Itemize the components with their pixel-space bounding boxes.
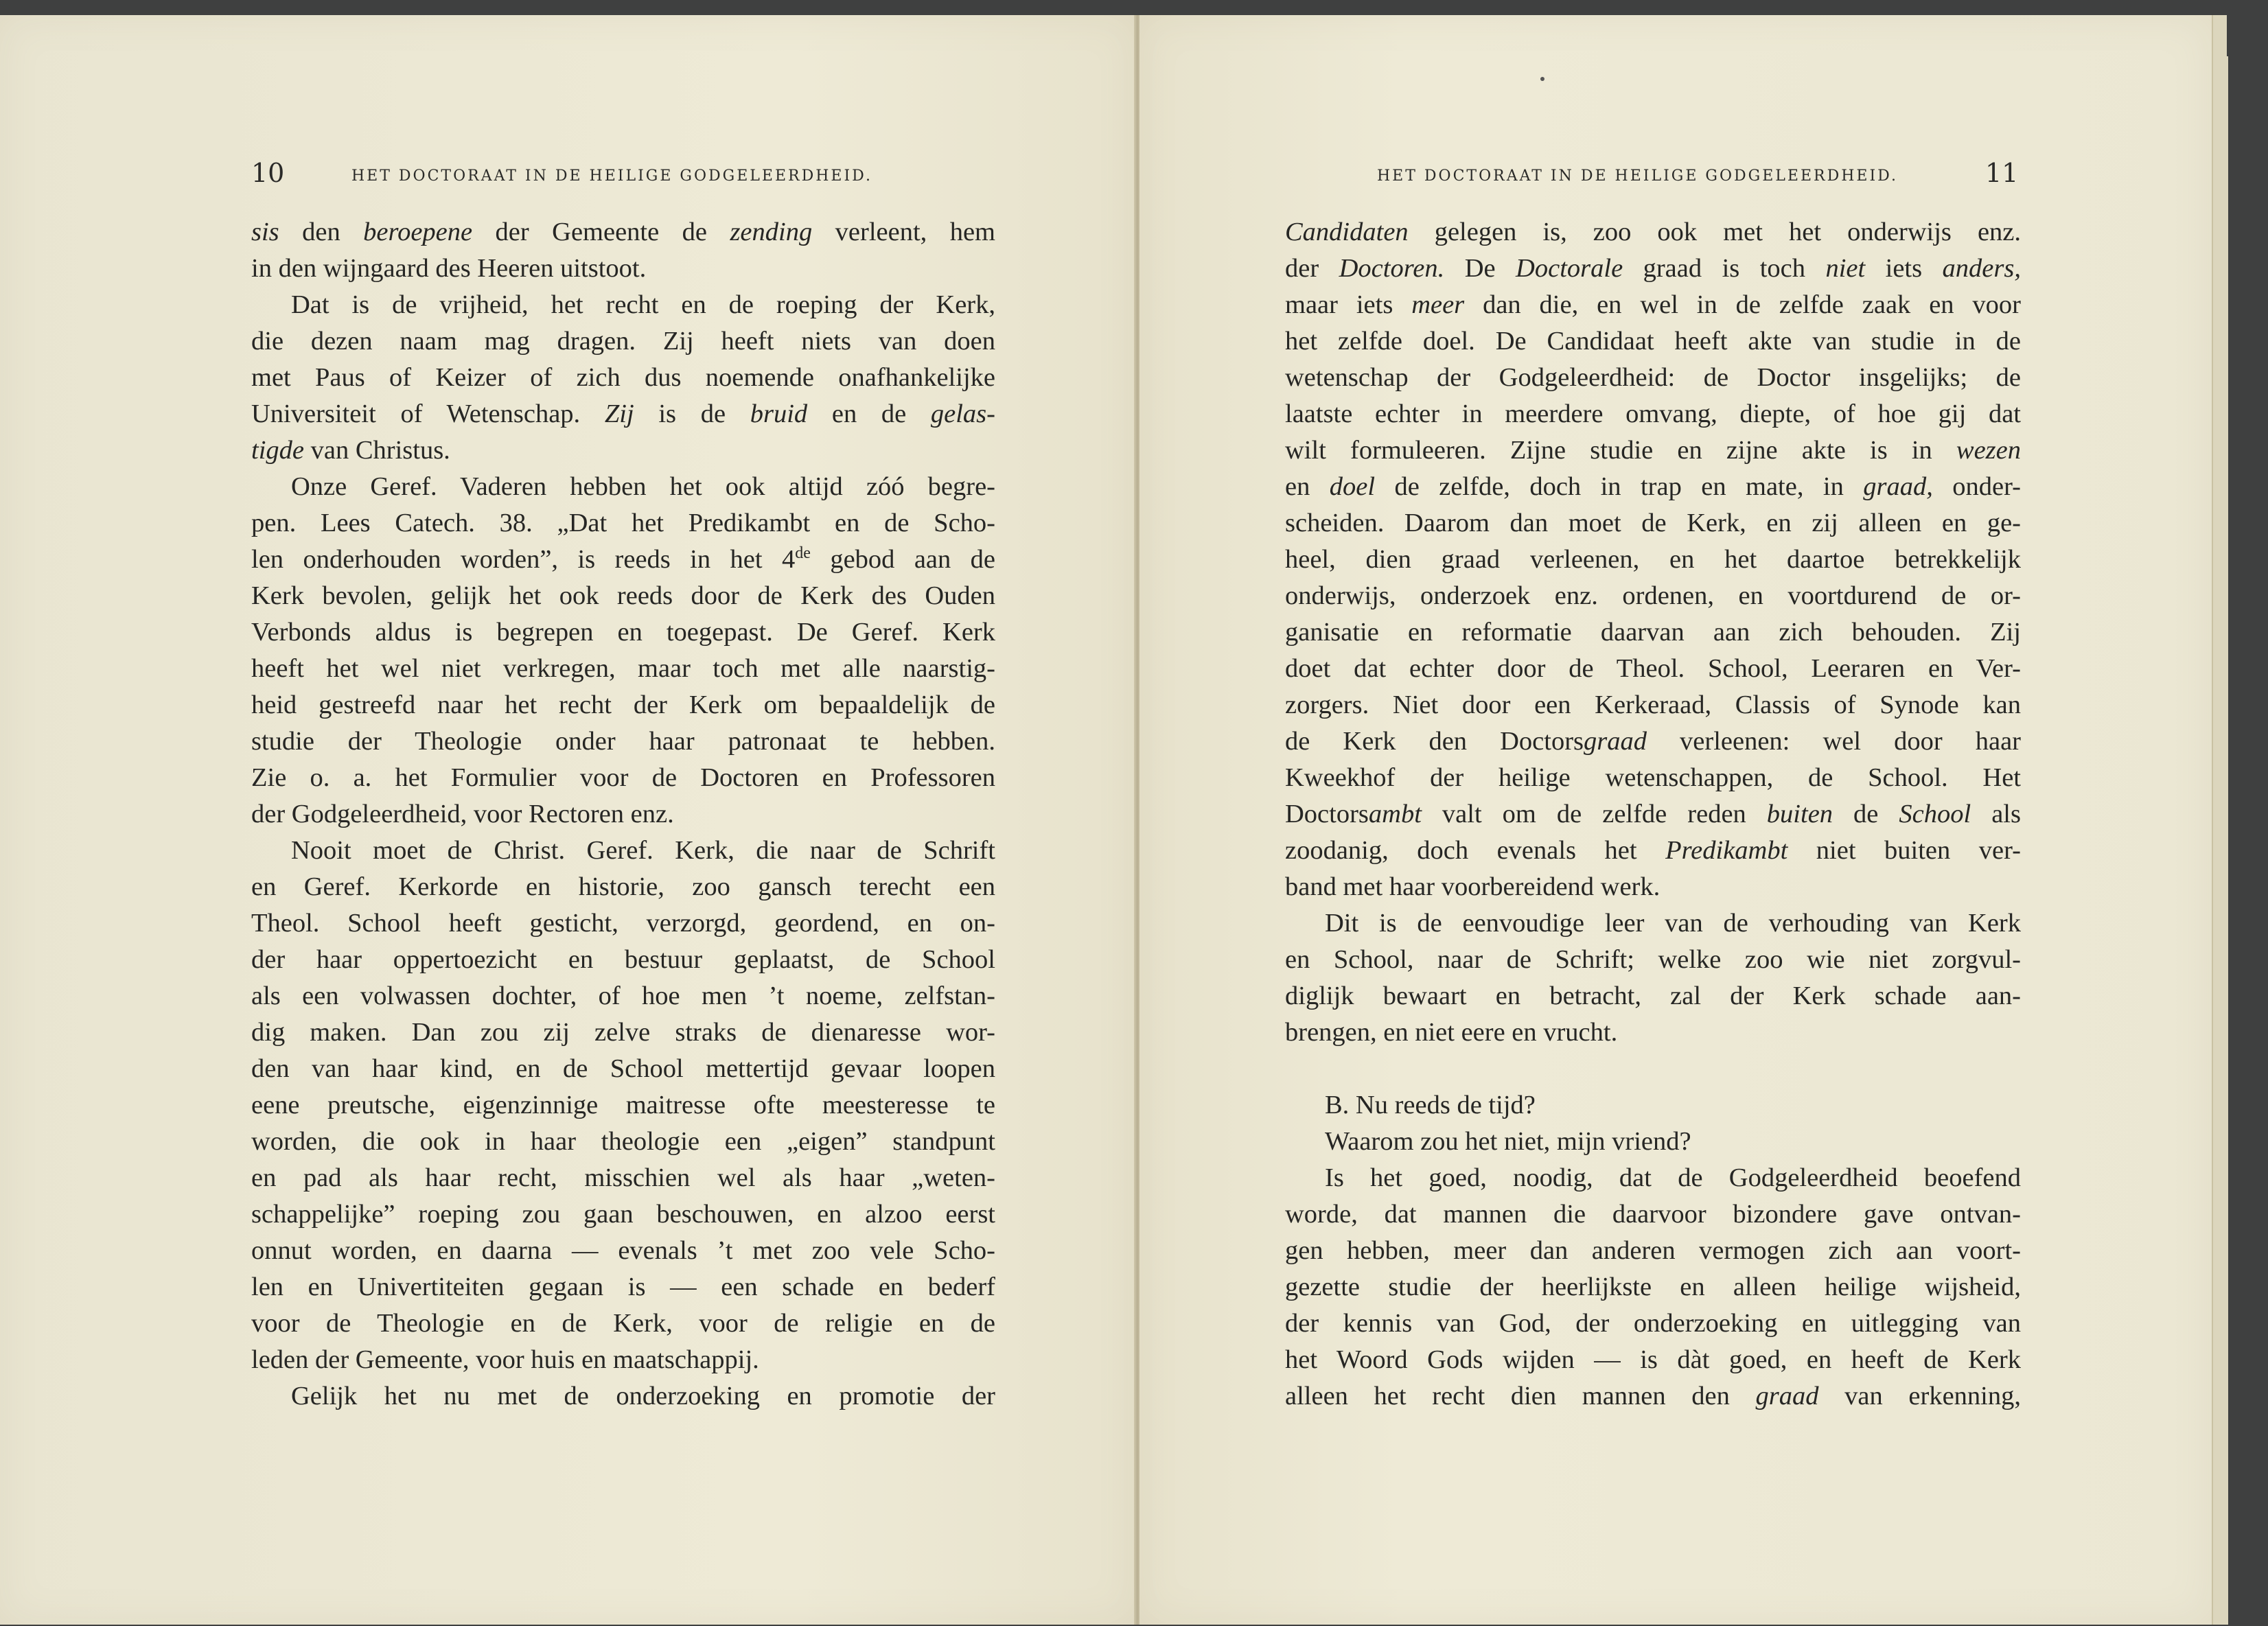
text-line xyxy=(1285,251,2021,287)
italic-text: Doctorale xyxy=(1516,254,1623,283)
text-line xyxy=(1285,287,2021,323)
text-line xyxy=(251,651,995,687)
text-segment: Zie o. a. het Formulier voor de Doctoren en Professoren xyxy=(251,763,995,792)
text-segment: len en Univertiteiten gegaan is — een schade en bederf xyxy=(251,1273,995,1301)
text-segment: onnut worden, en daarna — evenals ’t met zoo vele Scho- xyxy=(251,1236,995,1265)
text-segment: Waarom zou het niet, mijn vriend? xyxy=(1325,1127,1691,1156)
text-line xyxy=(251,251,995,287)
text-line xyxy=(1285,1087,2021,1124)
text-segment: de xyxy=(795,544,811,563)
text-segment: Kweekhof der heilige wetenschappen, de School. Het xyxy=(1285,763,2021,792)
italic-text: ambt xyxy=(1368,800,1422,828)
italic-text: buiten xyxy=(1766,800,1833,828)
text-segment: Onze Geref. Vaderen hebben het ook altijd zóó begre- xyxy=(291,472,995,501)
text-line xyxy=(251,1196,995,1233)
text-line xyxy=(251,1378,995,1415)
text-segment: Verbonds aldus is begrepen en toegepast. De Geref. Kerk xyxy=(251,618,995,647)
text-line xyxy=(1285,469,2021,505)
italic-text: wezen xyxy=(1956,436,2021,465)
text-segment: B. Nu reeds de tijd? xyxy=(1325,1091,1536,1119)
text-line xyxy=(1285,1124,2021,1160)
text-segment: pen. Lees Catech. 38. „Dat het Predikambt en de Scho- xyxy=(251,509,995,537)
italic-text: beroepene xyxy=(363,218,473,246)
text-segment: der xyxy=(1285,254,1339,283)
text-line xyxy=(1285,833,2021,869)
text-line xyxy=(251,432,995,469)
text-segment: den van haar kind, en de School mettertijd gevaar loopen xyxy=(251,1054,995,1083)
text-line xyxy=(251,323,995,360)
text-line xyxy=(251,978,995,1014)
text-segment: iets xyxy=(1865,254,1943,283)
text-segment: alleen het recht dien mannen den xyxy=(1285,1382,1756,1410)
text-segment: der haar oppertoezicht en bestuur geplaatst, de School xyxy=(251,945,995,974)
page-number: 11 xyxy=(1985,158,2019,188)
text-line xyxy=(251,1233,995,1269)
text-segment: der kennis van God, der onderzoeking en uitlegging van xyxy=(1285,1309,2021,1338)
text-line xyxy=(251,360,995,396)
italic-text: School xyxy=(1899,800,1971,828)
text-line xyxy=(1285,542,2021,578)
text-segment: voor de Theologie en de Kerk, voor de religie en de xyxy=(251,1309,995,1338)
text-line xyxy=(251,1342,995,1378)
text-line xyxy=(1285,1378,2021,1415)
text-segment: brengen, en niet eere en vrucht. xyxy=(1285,1018,1618,1047)
text-line xyxy=(1285,432,2021,469)
text-segment: scheiden. Daarom dan moet de Kerk, en zij alleen en ge- xyxy=(1285,509,2021,537)
text-line xyxy=(1285,723,2021,760)
text-line xyxy=(1285,869,2021,905)
text-line xyxy=(251,214,995,251)
background-corner xyxy=(2227,15,2268,56)
italic-text: bruid xyxy=(750,399,808,428)
italic-text: graad, xyxy=(1863,472,1933,501)
text-segment: de zelfde, doch in trap en mate, in xyxy=(1375,472,1864,501)
text-line xyxy=(1285,1305,2021,1342)
text-line xyxy=(251,1051,995,1087)
text-segment: graad is toch xyxy=(1623,254,1826,283)
text-segment: zoodanig, doch evenals het xyxy=(1285,836,1666,865)
text-line xyxy=(1285,1051,2021,1087)
ink-speck xyxy=(1540,77,1544,81)
text-line xyxy=(1285,905,2021,942)
text-segment: gezette studie der heerlijkste en alleen heilige wijsheid, xyxy=(1285,1273,2021,1301)
italic-text: Zij xyxy=(604,399,634,428)
text-line xyxy=(1285,360,2021,396)
text-line xyxy=(1285,978,2021,1014)
text-line xyxy=(251,687,995,723)
text-line xyxy=(1285,1269,2021,1305)
text-line xyxy=(251,942,995,978)
text-line xyxy=(251,287,995,323)
page-edge xyxy=(2212,15,2228,1625)
text-line xyxy=(251,1124,995,1160)
italic-text: sis xyxy=(251,218,279,246)
text-segment: Gelijk het nu met de onderzoeking en promotie der xyxy=(291,1382,995,1410)
text-segment: gen hebben, meer dan anderen vermogen zich aan voort- xyxy=(1285,1236,2021,1265)
text-line xyxy=(1285,323,2021,360)
text-segment: dig maken. Dan zou zij zelve straks de dienaresse wor- xyxy=(251,1018,995,1047)
text-segment: en Geref. Kerkorde en historie, zoo gansch terecht een xyxy=(251,872,995,901)
text-segment: der Gemeente de xyxy=(472,218,730,246)
text-segment: schappelijke” roeping zou gaan beschouwen, en alzoo eerst xyxy=(251,1200,995,1229)
text-segment: onderwijs, onderzoek enz. ordenen, en voortdurend de or- xyxy=(1285,581,2021,610)
italic-text: Predikambt xyxy=(1665,836,1788,865)
text-segment: gelegen is, zoo ook met het onderwijs enz. xyxy=(1408,218,2021,246)
text-segment: van Christus. xyxy=(303,436,450,465)
italic-text: graad xyxy=(1755,1382,1819,1410)
text-segment: het zelfde doel. De Candidaat heeft akte van studie in de xyxy=(1285,327,2021,356)
text-line xyxy=(251,614,995,651)
text-segment: de xyxy=(1833,800,1899,828)
text-segment: band met haar voorbereidend werk. xyxy=(1285,872,1660,901)
text-segment: is de xyxy=(634,399,750,428)
text-segment: de Kerk den Doctors xyxy=(1285,727,1584,756)
text-segment: in den wijngaard des Heeren uitstoot. xyxy=(251,254,647,283)
text-segment: onder- xyxy=(1932,472,2021,501)
italic-text: doel xyxy=(1329,472,1376,501)
text-segment: het Woord Gods wijden — is dàt goed, en heeft de Kerk xyxy=(1285,1345,2021,1374)
text-segment: en School, naar de Schrift; welke zoo wie niet zorgvul- xyxy=(1285,945,2021,974)
text-segment: De xyxy=(1444,254,1516,283)
text-segment: heeft het wel niet verkregen, maar toch met alle naarstig- xyxy=(251,654,995,683)
text-line xyxy=(251,760,995,796)
text-segment: met Paus of Keizer of zich dus noemende onafhankelijke xyxy=(251,363,995,392)
running-head: HET DOCTORAAT IN DE HEILIGE GODGELEERDHEID. xyxy=(1377,167,1899,185)
running-head: HET DOCTORAAT IN DE HEILIGE GODGELEERDHEID. xyxy=(351,167,873,185)
text-segment: eene preutsche, eigenzinnige maitresse ofte meesteresse te xyxy=(251,1091,995,1119)
text-line xyxy=(1285,614,2021,651)
text-segment: ganisatie en reformatie daarvan aan zich behouden. Zij xyxy=(1285,618,2021,647)
italic-text: niet xyxy=(1825,254,1866,283)
text-segment: Nooit moet de Christ. Geref. Kerk, die naar de Schrift xyxy=(291,836,995,865)
text-line xyxy=(1285,396,2021,432)
italic-text: anders, xyxy=(1942,254,2021,283)
text-segment: der Godgeleerdheid, voor Rectoren enz. xyxy=(251,800,674,828)
page-number: 10 xyxy=(251,158,285,188)
text-segment: doet dat echter door de Theol. School, Leeraren en Ver- xyxy=(1285,654,2021,683)
text-line xyxy=(1285,760,2021,796)
text-segment: niet buiten ver- xyxy=(1787,836,2021,865)
text-line xyxy=(251,1160,995,1196)
text-segment: Is het goed, noodig, dat de Godgeleerdheid beoefend xyxy=(1325,1163,2021,1192)
text-segment: Dat is de vrijheid, het recht en de roeping der Kerk, xyxy=(291,290,995,319)
text-segment: van erkenning, xyxy=(1818,1382,2021,1410)
text-line xyxy=(1285,214,2021,251)
text-line xyxy=(1285,687,2021,723)
text-line xyxy=(251,396,995,432)
text-segment: Universiteit of Wetenschap. xyxy=(251,399,605,428)
text-segment: die dezen naam mag dragen. Zij heeft niets van doen xyxy=(251,327,995,356)
text-segment: worde, dat mannen die daarvoor bizondere gave ontvan- xyxy=(1285,1200,2021,1229)
text-segment: wilt formuleeren. Zijne studie en zijne akte is in xyxy=(1285,436,1956,465)
text-line xyxy=(251,505,995,542)
text-line xyxy=(251,723,995,760)
text-segment: zorgers. Niet door een Kerkeraad, Classis of Synode kan xyxy=(1285,690,2021,719)
text-line xyxy=(1285,796,2021,833)
text-segment: worden, die ook in haar theologie een „eigen” standpunt xyxy=(251,1127,995,1156)
text-segment: len onderhouden worden”, is reeds in het 4 xyxy=(251,545,796,574)
text-line xyxy=(1285,1233,2021,1269)
text-line xyxy=(251,1087,995,1124)
text-segment: leden der Gemeente, voor huis en maatschappij. xyxy=(251,1345,759,1374)
text-line xyxy=(251,578,995,614)
text-segment: laatste echter in meerdere omvang, diepte, of hoe gij dat xyxy=(1285,399,2021,428)
text-segment: studie der Theologie onder haar patronaat te hebben. xyxy=(251,727,995,756)
italic-text: Candidaten xyxy=(1285,218,1409,246)
text-segment: Kerk bevolen, gelijk het ook reeds door de Kerk des Ouden xyxy=(251,581,995,610)
text-segment: Dit is de eenvoudige leer van de verhouding van Kerk xyxy=(1325,909,2021,938)
text-segment: en de xyxy=(807,399,931,428)
text-line xyxy=(251,1014,995,1051)
text-line xyxy=(1285,1196,2021,1233)
italic-text: tigde xyxy=(251,436,304,465)
text-segment: en pad als haar recht, misschien wel als haar „weten- xyxy=(251,1163,995,1192)
italic-text: zending xyxy=(730,218,813,246)
right-body-text xyxy=(1285,214,2021,1415)
italic-text: meer xyxy=(1411,290,1465,319)
text-segment: maar iets xyxy=(1285,290,1412,319)
italic-text: gelas- xyxy=(930,399,995,428)
text-line xyxy=(1285,651,2021,687)
text-segment: gebod aan de xyxy=(810,545,995,574)
left-body-text xyxy=(251,214,995,1415)
text-segment: verleent, hem xyxy=(812,218,995,246)
text-segment: heid gestreefd naar het recht der Kerk om bepaaldelijk de xyxy=(251,690,995,719)
text-line xyxy=(1285,942,2021,978)
text-line xyxy=(251,905,995,942)
text-line xyxy=(251,1269,995,1305)
text-segment: als een volwassen dochter, of hoe men ’t noeme, zelfstan- xyxy=(251,982,995,1010)
text-line xyxy=(1285,578,2021,614)
text-segment: den xyxy=(279,218,364,246)
text-line xyxy=(1285,505,2021,542)
text-segment: heel, dien graad verleenen, en het daartoe betrekkelijk xyxy=(1285,545,2021,574)
text-line xyxy=(251,869,995,905)
text-segment: diglijk bewaart en betracht, zal der Kerk schade aan- xyxy=(1285,982,2021,1010)
text-segment: als xyxy=(1971,800,2021,828)
text-segment: Theol. School heeft gesticht, verzorgd, geordend, en on- xyxy=(251,909,995,938)
text-segment: Doctors xyxy=(1285,800,1369,828)
text-line xyxy=(251,1305,995,1342)
text-line xyxy=(251,833,995,869)
text-segment: valt om de zelfde reden xyxy=(1421,800,1767,828)
text-line xyxy=(1285,1342,2021,1378)
text-segment: dan die, en wel in de zelfde zaak en voor xyxy=(1464,290,2021,319)
text-line xyxy=(251,469,995,505)
text-line xyxy=(1285,1014,2021,1051)
italic-text: graad xyxy=(1584,727,1647,756)
text-segment: verleenen: wel door haar xyxy=(1646,727,2021,756)
text-line xyxy=(251,796,995,833)
text-segment: wetenschap der Godgeleerdheid: de Doctor insgelijks; de xyxy=(1285,363,2021,392)
text-line xyxy=(251,542,995,578)
text-segment: en xyxy=(1285,472,1330,501)
italic-text: Doctoren. xyxy=(1339,254,1445,283)
text-line xyxy=(1285,1160,2021,1196)
